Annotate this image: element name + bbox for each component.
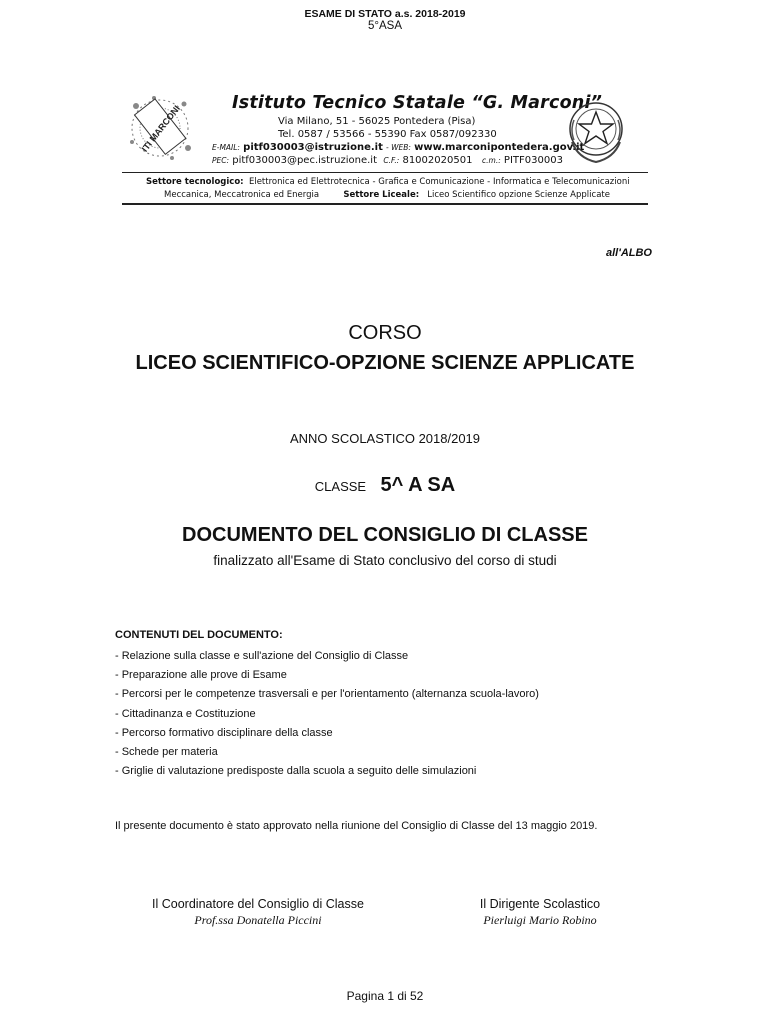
school-pec: pitf030003@pec.istruzione.it	[232, 155, 378, 166]
email-label: E-MAIL:	[212, 143, 240, 152]
class-label: CLASSE	[314, 479, 367, 494]
coordinator-role: Il Coordinatore del Consiglio di Classe	[152, 897, 364, 911]
republic-emblem	[564, 96, 628, 166]
coordinator-signature	[138, 897, 378, 928]
cf-label: C.F.:	[383, 156, 400, 165]
principal-name: Pierluigi Mario Robino	[483, 913, 597, 927]
cm-label: c.m.:	[482, 156, 501, 165]
class-value: 5^ A SA	[380, 474, 456, 496]
contents-item: - Schede per materia	[115, 745, 218, 758]
contents-item: - Relazione sulla classe e sull'azione del Consiglio di Classe	[115, 650, 409, 662]
sector-lyceum-label: Settore Liceale:	[343, 190, 420, 200]
contents-item: - Cittadinanza e Costituzione	[115, 707, 256, 720]
course-label: CORSO	[348, 322, 422, 344]
principal-role: Il Dirigente Scolastico	[479, 897, 601, 911]
document-subtitle: finalizzato all'Esame di Stato conclusivo del corso di studi	[213, 553, 557, 568]
albo-note: all'ALBO	[605, 247, 652, 259]
contents-item: - Percorso formativo disciplinare della classe	[115, 726, 333, 739]
sector-tech-mechanics: Meccanica, Meccatronica ed Energia	[164, 190, 320, 200]
sector-tech-list: Elettronica ed Elettrotecnica - Grafica e Comunicazione - Informatica e Telecomunicazioni	[248, 177, 630, 187]
sector-line-2	[164, 190, 610, 200]
school-name: Istituto Tecnico Statale “G. Marconi”	[232, 93, 603, 113]
document-title: DOCUMENTO DEL CONSIGLIO DI CLASSE	[182, 524, 588, 546]
school-contacts-line	[212, 142, 584, 153]
school-cm: PITF030003	[503, 155, 563, 166]
school-address: Via Milano, 51 - 56025 Pontedera (Pisa)	[278, 116, 476, 127]
contents-heading: CONTENUTI DEL DOCUMENTO:	[115, 629, 283, 641]
letterhead-rule-top	[122, 172, 648, 173]
running-header-exam: ESAME DI STATO a.s. 2018-2019	[304, 8, 466, 20]
letterhead-rule-bottom	[122, 203, 648, 205]
school-year: ANNO SCOLASTICO 2018/2019	[289, 431, 481, 446]
school-email: pitf030003@istruzione.it	[243, 142, 383, 153]
approval-statement: Il presente documento è stato approvato nella riunione del Consiglio di Classe del 13 maggio 2019.	[115, 820, 598, 832]
principal-signature	[450, 897, 630, 928]
school-logo	[124, 92, 196, 164]
sector-line-1	[146, 177, 630, 187]
school-ids-line	[212, 155, 563, 166]
school-cf: 81002020501	[402, 155, 473, 166]
school-phone: Tel. 0587 / 53566 - 55390 Fax 0587/092330	[278, 129, 497, 140]
svg-text:ITI MARCONI: ITI MARCONI	[139, 103, 182, 154]
class-line	[0, 474, 770, 497]
pec-label: PEC:	[212, 156, 230, 165]
running-header-class: 5°ASA	[367, 20, 402, 32]
contents-item: - Griglie di valutazione predisposte dalla scuola a seguito delle simulazioni	[115, 765, 477, 778]
sector-tech-label: Settore tecnologico:	[146, 177, 244, 187]
contents-list	[115, 649, 539, 783]
page-number: Pagina 1 di 52	[346, 989, 424, 1003]
school-website: www.marconipontedera.gov.it	[414, 142, 585, 153]
coordinator-name: Prof.ssa Donatella Piccini	[194, 913, 322, 927]
sector-lyceum-name: Liceo Scientifico opzione Scienze Applicate	[427, 190, 610, 200]
course-name: LICEO SCIENTIFICO-OPZIONE SCIENZE APPLICATE	[135, 352, 635, 374]
web-label: - WEB:	[386, 143, 411, 152]
contents-item: - Preparazione alle prove di Esame	[115, 669, 287, 682]
contents-item: - Percorsi per le competenze trasversali e per l'orientamento (alternanza scuola-lavoro)	[115, 688, 539, 701]
